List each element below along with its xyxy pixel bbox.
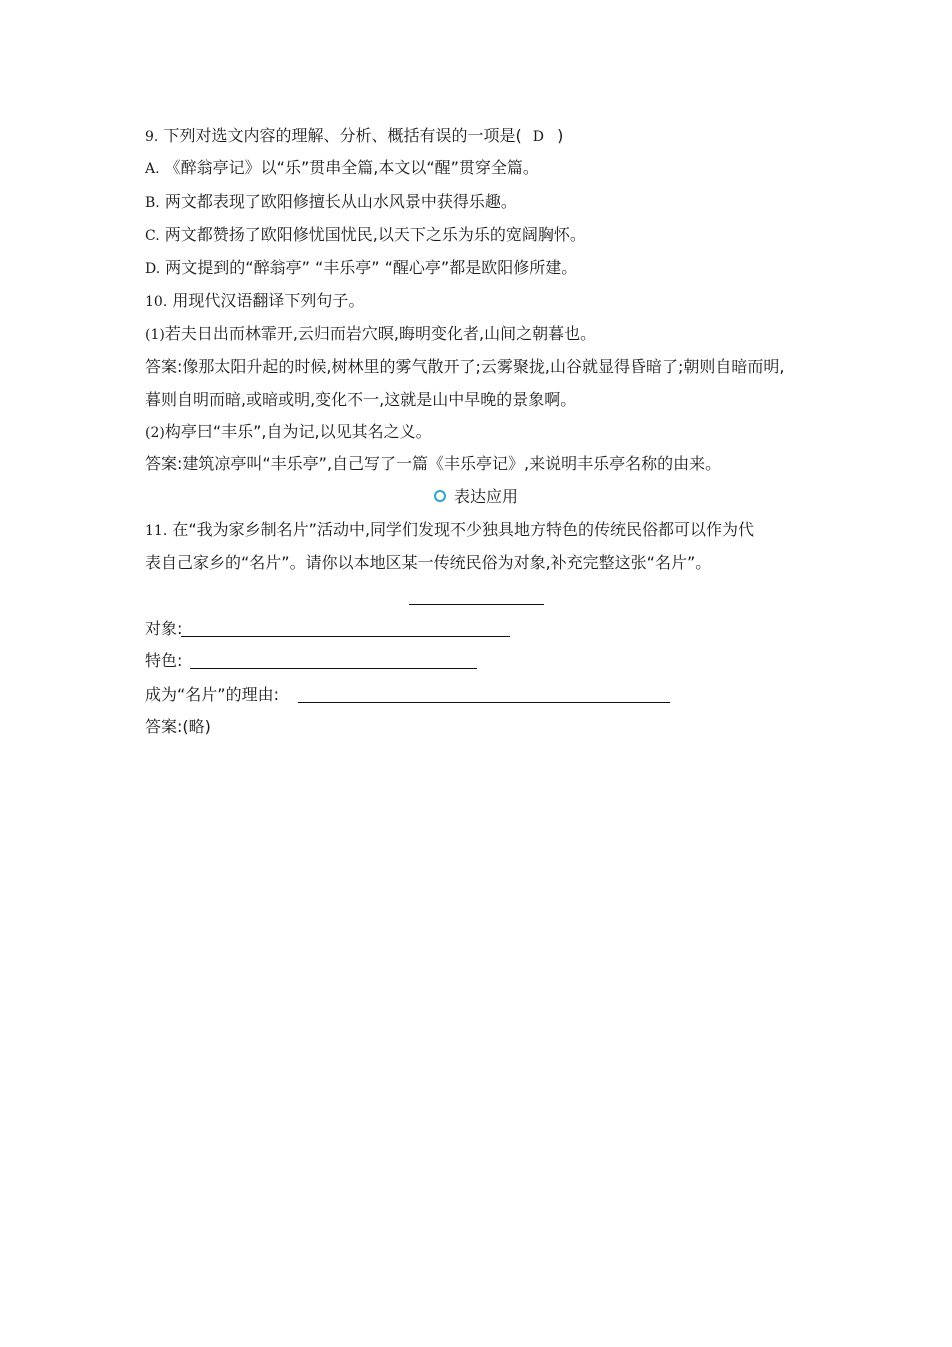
q11-answer: 答案:(略): [145, 717, 211, 736]
reason-label: 成为“名片”的理由:: [145, 685, 279, 704]
q10-answer-1-line-1: 答案:像那太阳升起的时候,树林里的雾气散开了;云雾聚拢,山谷就显得昏暗了;朝则自暗而明,: [145, 357, 785, 376]
q11-line-1: [145, 520, 754, 540]
q10-stem-text: 用现代汉语翻译下列句子。: [172, 291, 365, 310]
feature-blank[interactable]: [190, 668, 477, 669]
q9-answer: D: [532, 129, 545, 145]
object-label: 对象:: [145, 619, 183, 638]
q10-answer-1-line-2: 暮则自明而暗,或暗或明,变化不一,这就是山中早晚的景象啊。: [145, 390, 577, 409]
q11-line-2: 表自己家乡的“名片”。请你以本地区某一传统民俗为对象,补充完整这张“名片”。: [145, 553, 712, 572]
q10-stem: [145, 291, 364, 311]
option-letter: A.: [145, 161, 160, 177]
object-blank[interactable]: [181, 636, 510, 637]
q10-number: 10.: [145, 294, 168, 310]
sentence-text: 若夫日出而林霏开,云归而岩穴暝,晦明变化者,山间之朝暮也。: [164, 324, 597, 343]
q11-text: 在“我为家乡制名片”活动中,同学们发现不少独具地方特色的传统民俗都可以作为代: [172, 520, 755, 539]
option-letter: C.: [145, 228, 160, 244]
card-title-blank[interactable]: [409, 604, 544, 605]
section-title: 表达应用: [453, 487, 518, 506]
option-letter: B.: [145, 195, 160, 211]
q9-option-d: [145, 258, 577, 278]
q10-answer-2: 答案:建筑凉亭叫“丰乐亭”,自己写了一篇《丰乐亭记》,来说明丰乐亭名称的由来。: [145, 454, 722, 473]
option-letter: D.: [145, 261, 161, 277]
q9-number: 9.: [145, 129, 159, 145]
q9-option-a: [145, 158, 539, 178]
option-text: 《醉翁亭记》以“乐”贯串全篇,本文以“醒”贯穿全篇。: [164, 158, 539, 177]
circle-icon: [434, 490, 446, 502]
feature-label: 特色:: [145, 651, 183, 670]
q11-number: 11.: [145, 523, 168, 539]
q10-sentence-2: [145, 422, 432, 442]
q10-sentence-1: [145, 324, 596, 344]
q9-close-paren: ): [557, 126, 564, 145]
option-text: 两文都表现了欧阳修擅长从山水风景中获得乐趣。: [164, 192, 517, 211]
sentence-number: (2): [145, 425, 165, 441]
sentence-text: 构亭曰“丰乐”,自为记,以见其名之义。: [164, 422, 432, 441]
section-heading: [0, 487, 952, 507]
option-text: 两文提到的“醉翁亭” “丰乐亭” “醒心亭”都是欧阳修所建。: [165, 258, 578, 277]
q9-option-b: [145, 192, 517, 212]
q9-stem: [145, 126, 563, 146]
q9-option-c: [145, 225, 586, 245]
reason-blank[interactable]: [298, 702, 670, 703]
q9-stem-text: 下列对选文内容的理解、分析、概括有误的一项是(: [163, 126, 522, 145]
sentence-number: (1): [145, 327, 165, 343]
option-text: 两文都赞扬了欧阳修忧国忧民,以天下之乐为乐的宽阔胸怀。: [164, 225, 586, 244]
